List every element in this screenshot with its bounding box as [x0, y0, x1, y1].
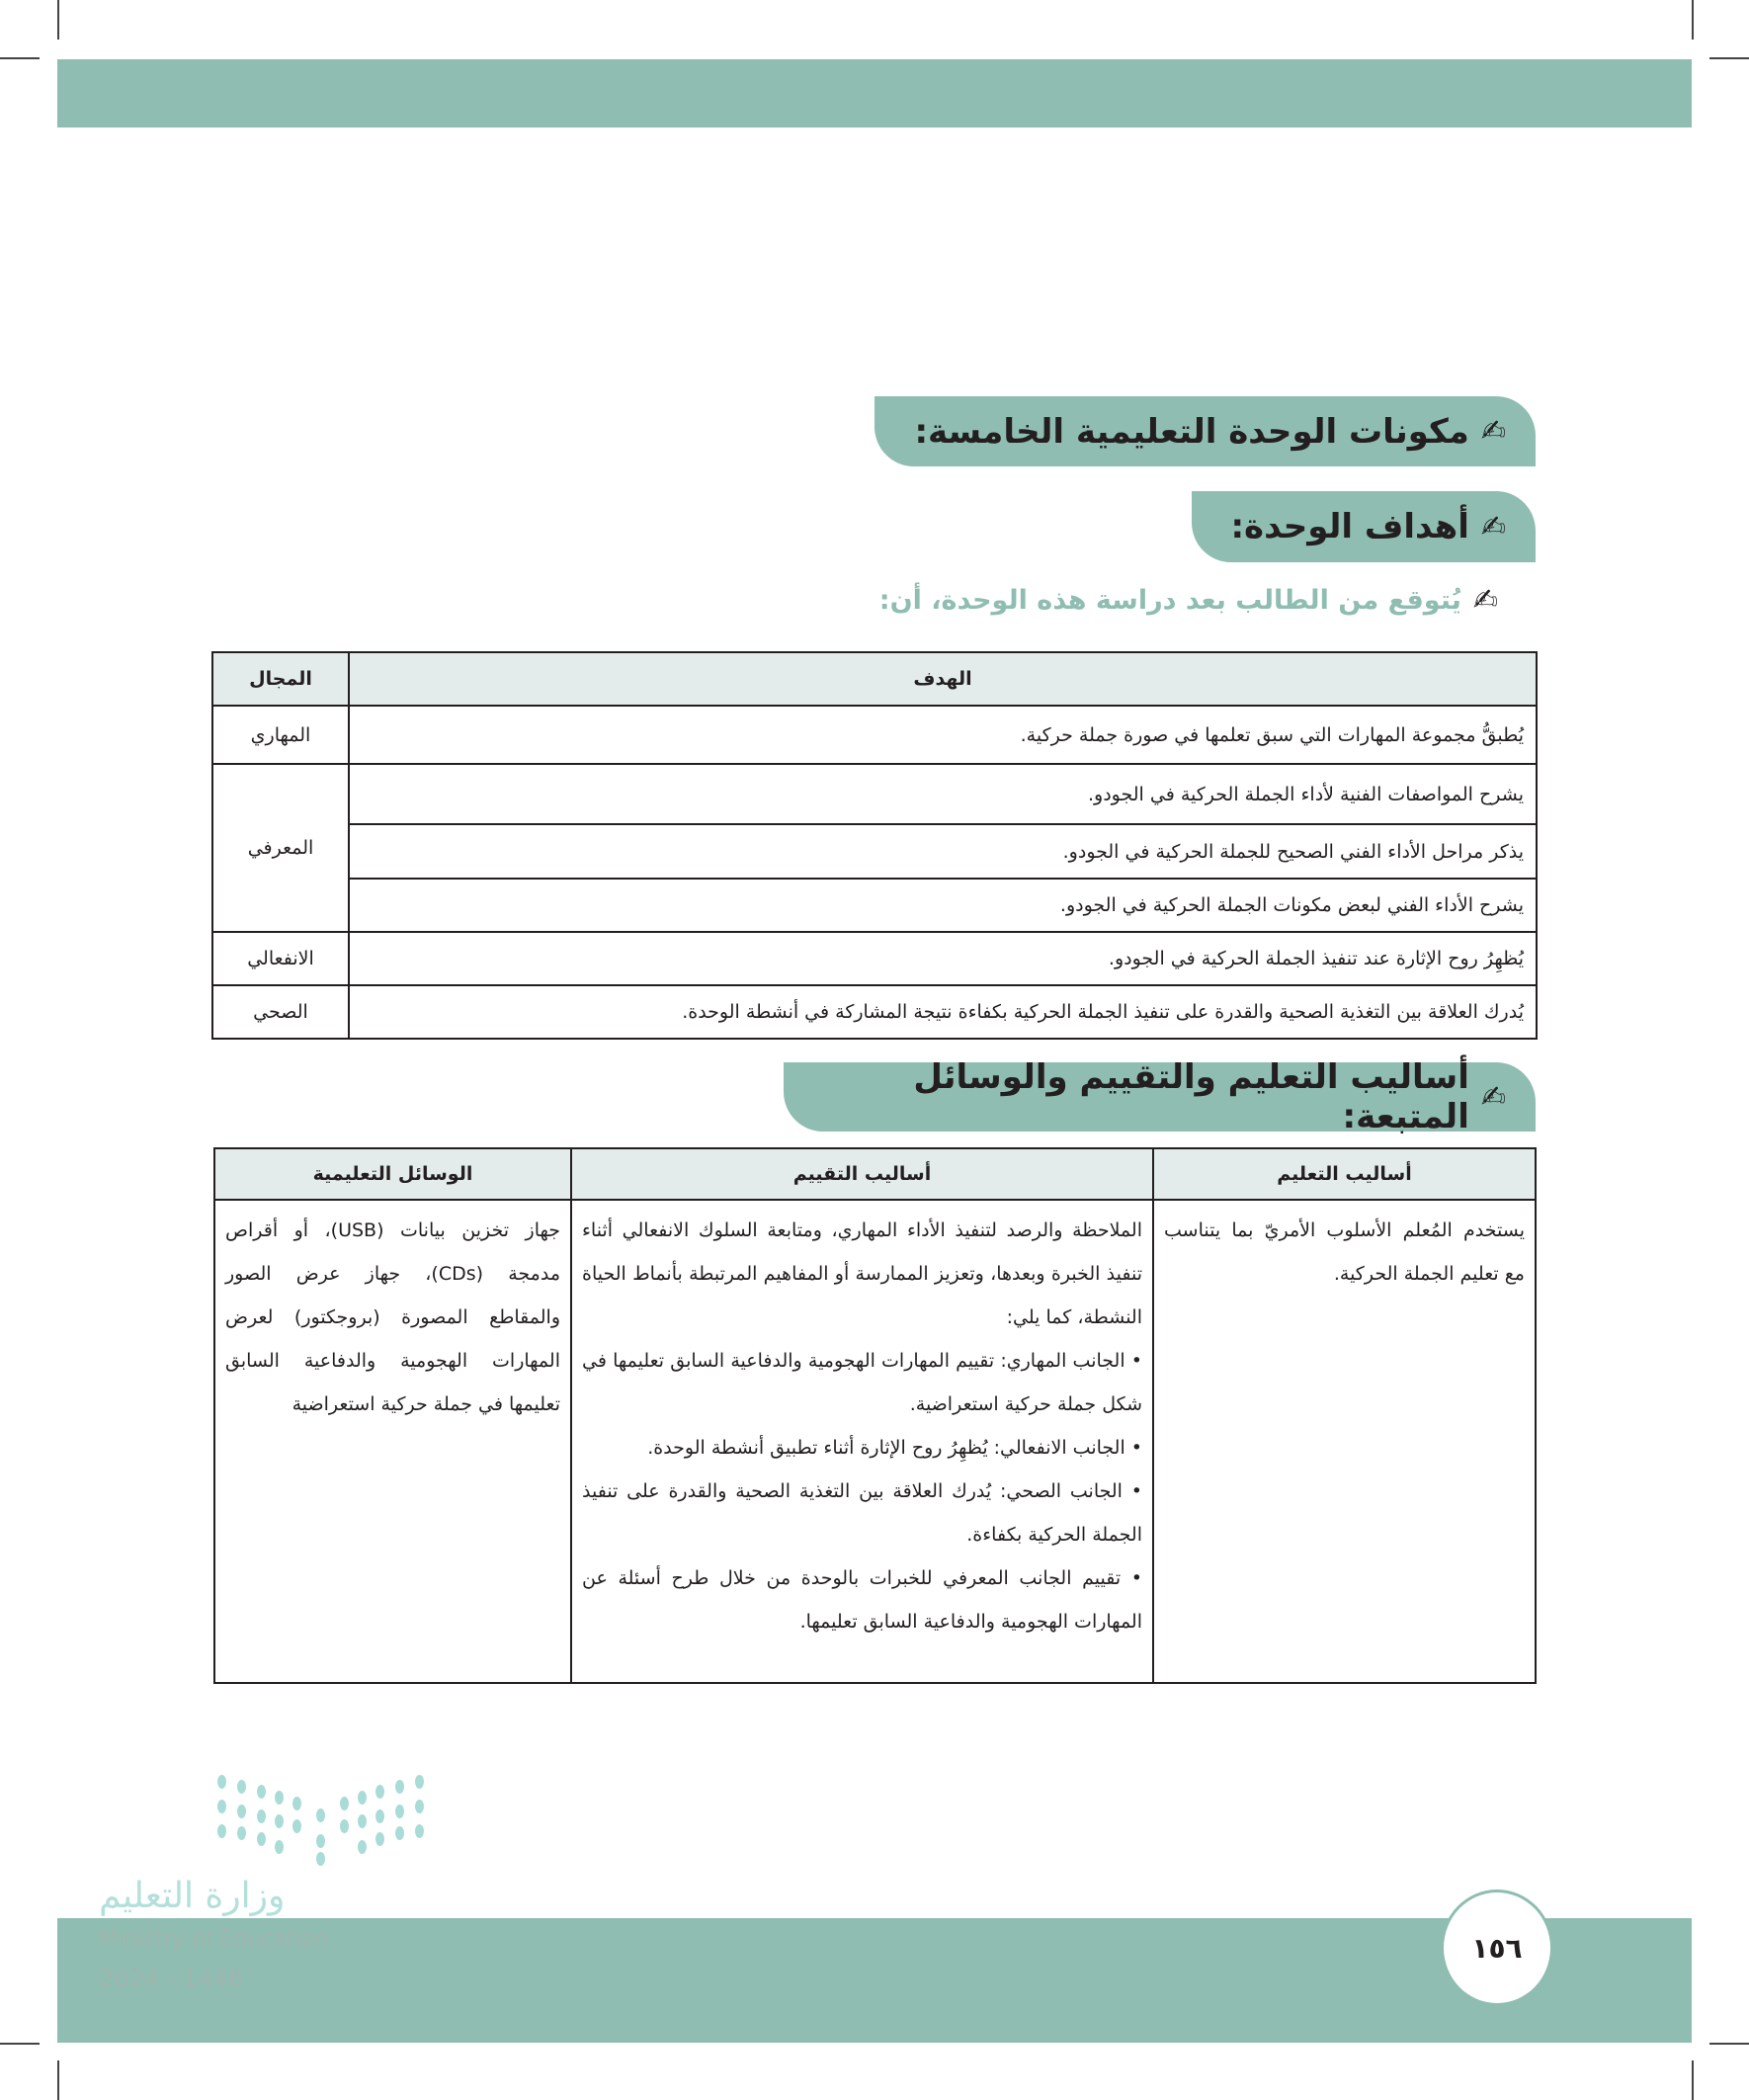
header-tools: الوسائل التعليمية: [214, 1148, 571, 1200]
crop-mark: [0, 2043, 40, 2045]
goal-cell: يُطبقُّ مجموعة المهارات التي سبق تعلمها في صورة جملة حركية.: [349, 706, 1537, 764]
goal-cell: يذكر مراحل الأداء الفني الصحيح للجملة الحركية في الجودو.: [349, 824, 1537, 879]
methods-title-text: أساليب التعليم والتقييم والوسائل المتبعة:: [913, 1057, 1469, 1136]
goal-cell: يشرح المواصفات الفنية لأداء الجملة الحركية في الجودو.: [349, 764, 1537, 824]
page-number: ١٥٦: [1441, 1890, 1553, 2006]
pen-icon: ✍: [1480, 414, 1506, 449]
goals-intro: [879, 583, 1498, 618]
logo-dot: [375, 1785, 384, 1799]
goal-cell: يُظهِرُ روح الإثارة عند تنفيذ الجملة الحركية في الجودو.: [349, 932, 1537, 985]
domain-cell: المهاري: [212, 706, 349, 764]
crop-mark: [57, 2060, 59, 2100]
methods-title: [784, 1057, 1536, 1136]
header-teaching: أساليب التعليم: [1153, 1148, 1536, 1200]
logo-dot: [237, 1780, 246, 1794]
assessment-intro: الملاحظة والرصد لتنفيذ الأداء المهاري، ومتابعة السلوك الانفعالي أثناء تنفيذ الخبرة وبعدها، وتعزيز الممارسة أو المفاهيم المرتبطة بأنماط الحياة النشطة، كما يلي:: [582, 1219, 1142, 1328]
crop-mark: [1709, 57, 1749, 59]
logo-dot: [237, 1826, 246, 1840]
ministry-logo-icon: [217, 1775, 464, 1859]
header-goal: الهدف: [349, 652, 1537, 706]
header-band: [57, 59, 1692, 127]
teaching-cell: يستخدم المُعلم الأسلوب الأمريّ بما يتناسب مع تعليم الجملة الحركية.: [1153, 1200, 1536, 1683]
assessment-cell: [571, 1200, 1153, 1683]
logo-dot: [415, 1775, 424, 1789]
logo-year-text: 2024 - 1446: [99, 1965, 244, 1992]
logo-dot: [257, 1785, 266, 1799]
logo-dot: [275, 1791, 284, 1805]
assessment-item: • الجانب الانفعالي: يُظهِرُ روح الإثارة أثناء تطبيق أنشطة الوحدة.: [582, 1426, 1142, 1470]
methods-table: [213, 1147, 1537, 1684]
logo-dot: [395, 1805, 404, 1818]
domain-cell: الانفعالي: [212, 932, 349, 985]
header-domain: المجال: [212, 652, 349, 706]
assessment-item: • الجانب الصحي: يُدرك العلاقة بين التغذية الصحية والقدرة على تنفيذ الجملة الحركية بكفاءة.: [582, 1470, 1142, 1556]
logo-dot: [395, 1826, 404, 1840]
logo-dot: [358, 1791, 367, 1805]
logo-dot: [375, 1809, 384, 1823]
logo-english-text: Ministry of Education: [99, 1927, 329, 1952]
logo-dot: [275, 1840, 284, 1854]
pen-icon: ✍: [1480, 509, 1506, 545]
logo-dot: [358, 1814, 367, 1828]
goals-table: [211, 651, 1538, 1040]
domain-cell: الصحي: [212, 985, 349, 1039]
goals-intro-text: يُتوقع من الطالب بعد دراسة هذه الوحدة، أن:: [878, 585, 1461, 616]
logo-arabic-text: وزارة التعليم: [99, 1876, 286, 1916]
pen-icon: ✍: [1480, 1079, 1506, 1115]
assessment-item: • الجانب المهاري: تقييم المهارات الهجومية والدفاعية السابق تعليمها في شكل جملة حركية استعراضية.: [582, 1339, 1142, 1426]
assessment-item: • تقييم الجانب المعرفي للخبرات بالوحدة من خلال طرح أسئلة عن المهارات الهجومية والدفاعية السابق تعليمها.: [582, 1556, 1142, 1643]
logo-dot: [358, 1840, 367, 1854]
crop-mark: [1692, 0, 1694, 40]
goals-title: [1192, 491, 1536, 562]
goal-cell: يُدرك العلاقة بين التغذية الصحية والقدرة على تنفيذ الجملة الحركية بكفاءة نتيجة المشاركة في أنشطة الوحدة.: [349, 985, 1537, 1039]
crop-mark: [1709, 2043, 1749, 2045]
goals-title-text: أهداف الوحدة:: [1230, 507, 1469, 546]
crop-mark: [57, 0, 59, 40]
header-assessment: أساليب التقييم: [571, 1148, 1153, 1200]
logo-dot: [217, 1824, 226, 1838]
logo-dot: [415, 1800, 424, 1813]
logo-dot: [316, 1852, 325, 1866]
logo-dot: [217, 1800, 226, 1813]
unit-title: [874, 396, 1536, 466]
logo-dot: [316, 1808, 325, 1822]
goal-cell: يشرح الأداء الفني لبعض مكونات الجملة الحركية في الجودو.: [349, 879, 1537, 932]
logo-dot: [275, 1814, 284, 1828]
logo-dot: [257, 1809, 266, 1823]
logo-dot: [340, 1819, 349, 1833]
logo-dot: [415, 1824, 424, 1838]
logo-dot: [217, 1775, 226, 1789]
logo-dot: [292, 1797, 301, 1810]
tools-cell: جهاز تخزين بيانات (USB)، أو أقراص مدمجة (CDs)، جهاز عرض الصور والمقاطع المصورة (بروجكتور) لعرض المهارات الهجومية والدفاعية السابق تعليمها في جملة حركية استعراضية: [214, 1200, 571, 1683]
crop-mark: [0, 57, 40, 59]
logo-dot: [257, 1832, 266, 1846]
pen-icon: ✍: [1472, 583, 1498, 618]
logo-dot: [316, 1834, 325, 1848]
logo-dot: [395, 1780, 404, 1794]
logo-dot: [340, 1797, 349, 1810]
crop-mark: [1692, 2060, 1694, 2100]
logo-dot: [237, 1805, 246, 1818]
domain-cell: المعرفي: [212, 764, 349, 932]
logo-dot: [375, 1832, 384, 1846]
unit-title-text: مكونات الوحدة التعليمية الخامسة:: [914, 411, 1469, 452]
logo-dot: [292, 1819, 301, 1833]
